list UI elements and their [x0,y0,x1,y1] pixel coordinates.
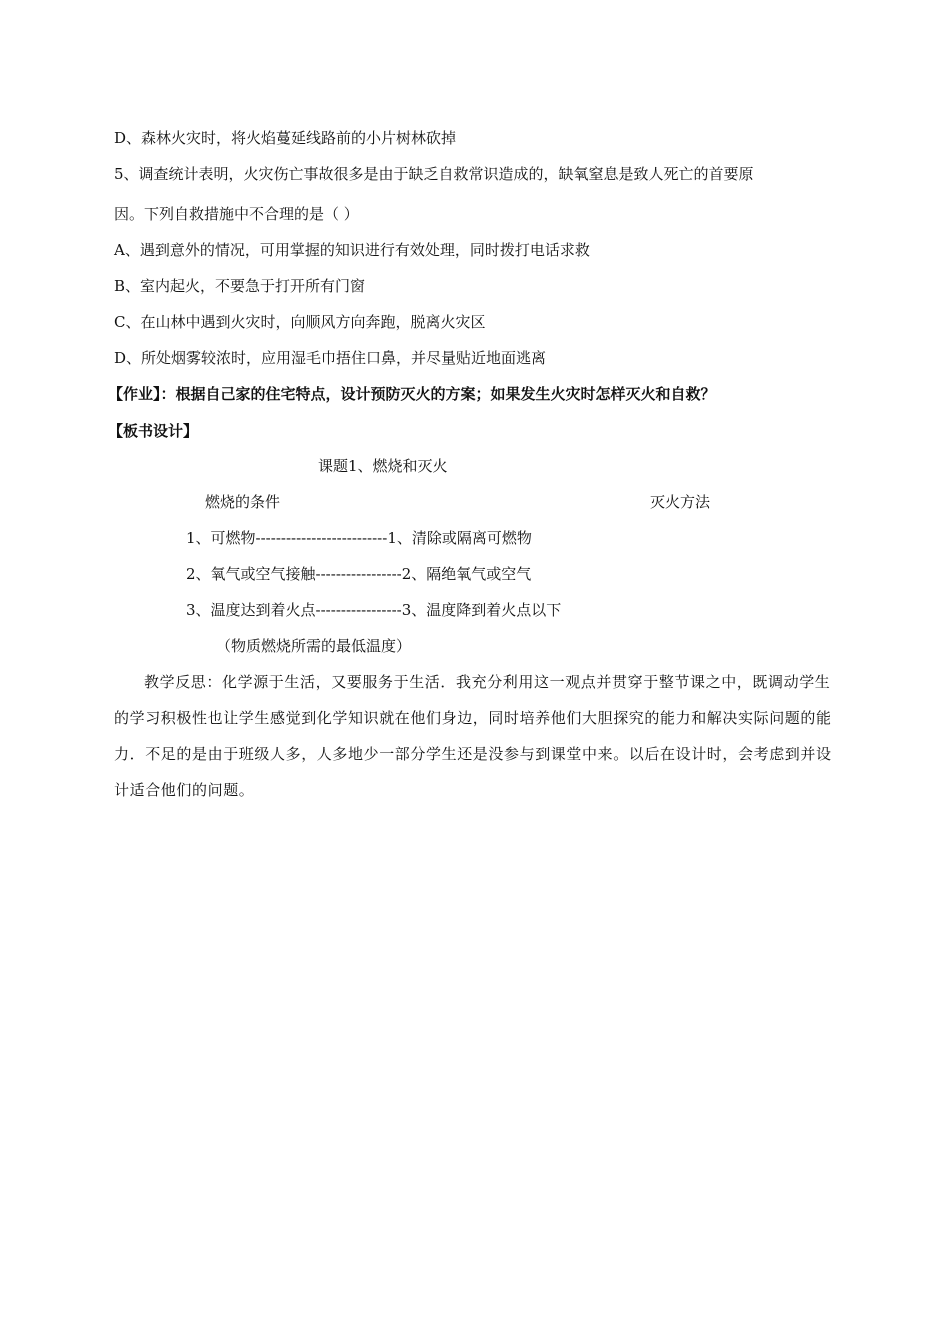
ignition-point-note: （物质燃烧所需的最低温度） [216,637,412,655]
q5-option-a: A、遇到意外的情况，可用掌握的知识进行有效处理，同时拨打电话求救 [114,241,590,259]
board-row-2: 2、氧气或空气接触-----------------2、隔绝氧气或空气 [186,565,532,583]
q5-option-b: B、室内起火，不要急于打开所有门窗 [114,277,366,295]
teaching-reflection: 教学反思：化学源于生活，又要服务于生活．我充分利用这一观点并贯穿于整节课之中，既调动学生的学习积极性也让学生感觉到化学知识就在他们身边，同时培养他们大胆探究的能力和解决实际问题的能力．不足的是由于班级人多，人多地少一部分学生还是没参与到课堂中来。以后在设计时，会考虑到并设计适合他们的问题。 [114,673,832,799]
homework-text: 【作业】：根据自己家的住宅特点，设计预防灭火的方案；如果发生火灾时怎样灭火和自救？ [108,385,716,403]
board-row-1: 1、可燃物--------------------------1、清除或隔离可燃物 [186,529,532,547]
extinguish-methods-header: 灭火方法 [650,493,711,511]
q5-stem-line1: 5、调查统计表明，火灾伤亡事故很多是由于缺乏自救常识造成的，缺氧窒息是致人死亡的首要原 [114,165,754,183]
q5-option-c: C、在山林中遇到火灾时，向顺风方向奔跑，脱离火灾区 [114,313,486,331]
q4-option-d: D、森林火灾时，将火焰蔓延线路前的小片树林砍掉 [114,129,457,147]
q5-option-d: D、所处烟雾较浓时，应用湿毛巾捂住口鼻，并尽量贴近地面逃离 [114,349,547,367]
board-design-heading: 【板书设计】 [108,422,199,440]
combustion-conditions-header: 燃烧的条件 [205,493,281,511]
board-row-3: 3、温度达到着火点-----------------3、温度降到着火点以下 [186,601,562,619]
q5-stem-line2: 因。下列自救措施中不合理的是（ ） [114,205,359,223]
board-design-title: 课题1、燃烧和灭火 [318,457,448,475]
